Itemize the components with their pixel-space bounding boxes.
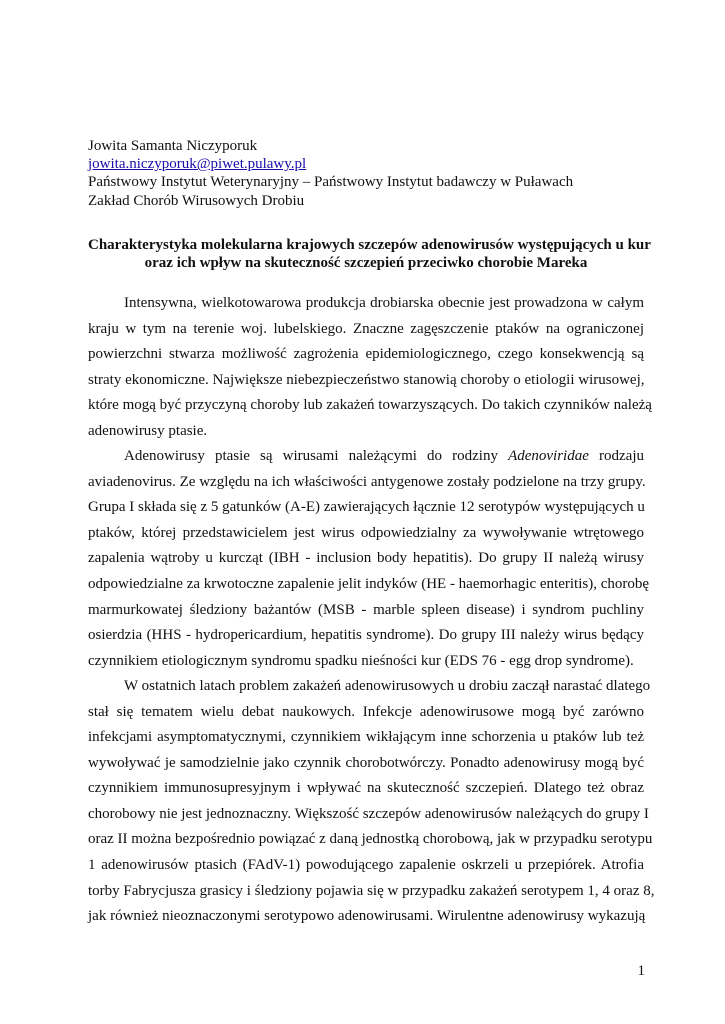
- paragraph-line: stał się tematem wielu debat naukowych. Infekcje adenowirusowe mogą być zarówno: [88, 703, 644, 720]
- institute-name: Państwowy Instytut Weterynaryjny – Państwowy Instytut badawczy w Puławach: [88, 174, 574, 191]
- paragraph-line: aviadenovirus. Ze względu na ich właściwości antygenowe zostały podzielone na trzy grupy.: [88, 473, 646, 490]
- paragraph-line: [88, 448, 644, 474]
- document-body: [88, 295, 655, 934]
- paragraph-line: oraz II można bezpośrednio powiązać z daną jednostką chorobową, jak w przypadku serotypu: [88, 831, 653, 848]
- title-line-2: oraz ich wpływ na skuteczność szczepień przeciwko chorobie Mareka: [144, 254, 588, 271]
- paragraph-line: powierzchni stwarza możliwość zagrożenia epidemiologicznego, czego konsekwencją są: [88, 346, 644, 363]
- paragraph-line: które mogą być przyczyną choroby lub zakażeń towarzyszących. Do takich czynników należą: [88, 397, 652, 414]
- paragraph-text: Adenowirusy ptasie są wirusami należącymi do rodziny: [124, 448, 509, 465]
- document-title: [88, 237, 651, 272]
- author-name: Jowita Samanta Niczyporuk: [88, 138, 258, 154]
- paragraph-line: odpowiedzialne za krwotoczne zapalenie jelit indyków (HE - haemorhagic enteritis), chorobę: [88, 576, 650, 593]
- page-number: 1: [637, 963, 645, 979]
- paragraph-line: 1 adenowirusów ptasich (FAdV-1) powodującego zapalenie oskrzeli u przepiórek. Atrofia: [88, 857, 644, 874]
- department-name: Zakład Chorób Wirusowych Drobiu: [88, 192, 305, 209]
- paragraph-line: W ostatnich latach problem zakażeń adenowirusowych u drobiu zaczął narastać dlatego: [124, 678, 651, 695]
- author-block: [88, 137, 648, 210]
- paragraph-line: kraju w tym na terenie woj. lubelskiego. Znaczne zagęszczenie ptaków na ograniczonej: [88, 320, 644, 337]
- paragraph-2: [88, 448, 650, 678]
- paragraph-line: jak również nieoznaczonymi serotypowo adenowirusami. Wirulentne adenowirusy wykazują: [88, 908, 646, 925]
- paragraph-line: wywoływać je samodzielnie jako czynnik chorobotwórczy. Ponadto adenowirusy mogą być: [88, 754, 644, 771]
- taxon-name: Adenoviridae: [508, 448, 589, 465]
- paragraph-line: straty ekonomiczne. Największe niebezpieczeństwo stanowią choroby o etiologii wirusowej,: [88, 371, 645, 388]
- paragraph-line: ptaków, której przedstawicielem jest wirus odpowiedzialny za wywoływanie wtrętowego: [88, 524, 644, 541]
- paragraph-text: rodzaju: [588, 448, 644, 465]
- paragraph-line: zapalenia wątroby u kurcząt (IBH - inclusion body hepatitis). Do grupy II należą wirusy: [88, 550, 644, 567]
- paragraph-line: infekcjami asymptomatycznymi, czynnikiem wikłającym inne schorzenia u ptaków lub też: [88, 729, 644, 746]
- paragraph-3: [88, 678, 655, 933]
- paragraph-line: osierdzia (HHS - hydropericardium, hepatitis syndrome). Do grupy III należy wirus będący: [88, 627, 644, 644]
- paragraph-line: czynnikiem etiologicznym syndromu spadku nieśności kur (EDS 76 - egg drop syndrome).: [88, 652, 634, 669]
- paragraph-line: Intensywna, wielkotowarowa produkcja drobiarska obecnie jest prowadzona w całym: [124, 295, 644, 311]
- paragraph-line: chorobowy nie jest jednoznaczny. Większość szczepów adenowirusów należących do grupy I: [88, 805, 649, 822]
- paragraph-line: torby Fabrycjusza grasicy i śledziony pojawia się w przypadku zakażeń serotypem 1, 4 oraz 8,: [88, 882, 655, 899]
- title-line-1: Charakterystyka molekularna krajowych szczepów adenowirusów występujących u kur: [88, 237, 651, 253]
- author-email-link[interactable]: jowita.niczyporuk@piwet.pulawy.pl: [88, 156, 307, 173]
- paragraph-line: adenowirusy ptasie.: [88, 422, 208, 439]
- paragraph-1: [88, 295, 652, 448]
- paragraph-line: marmurkowatej śledziony bażantów (MSB - marble spleen disease) i syndrom puchliny: [88, 601, 644, 618]
- paragraph-line: czynnikiem immunosupresyjnym i wpływać na skuteczność szczepień. Dlatego też obraz: [88, 780, 644, 797]
- paragraph-line: Grupa I składa się z 5 gatunków (A-E) zawierających łącznie 12 serotypów występujących u: [88, 499, 645, 516]
